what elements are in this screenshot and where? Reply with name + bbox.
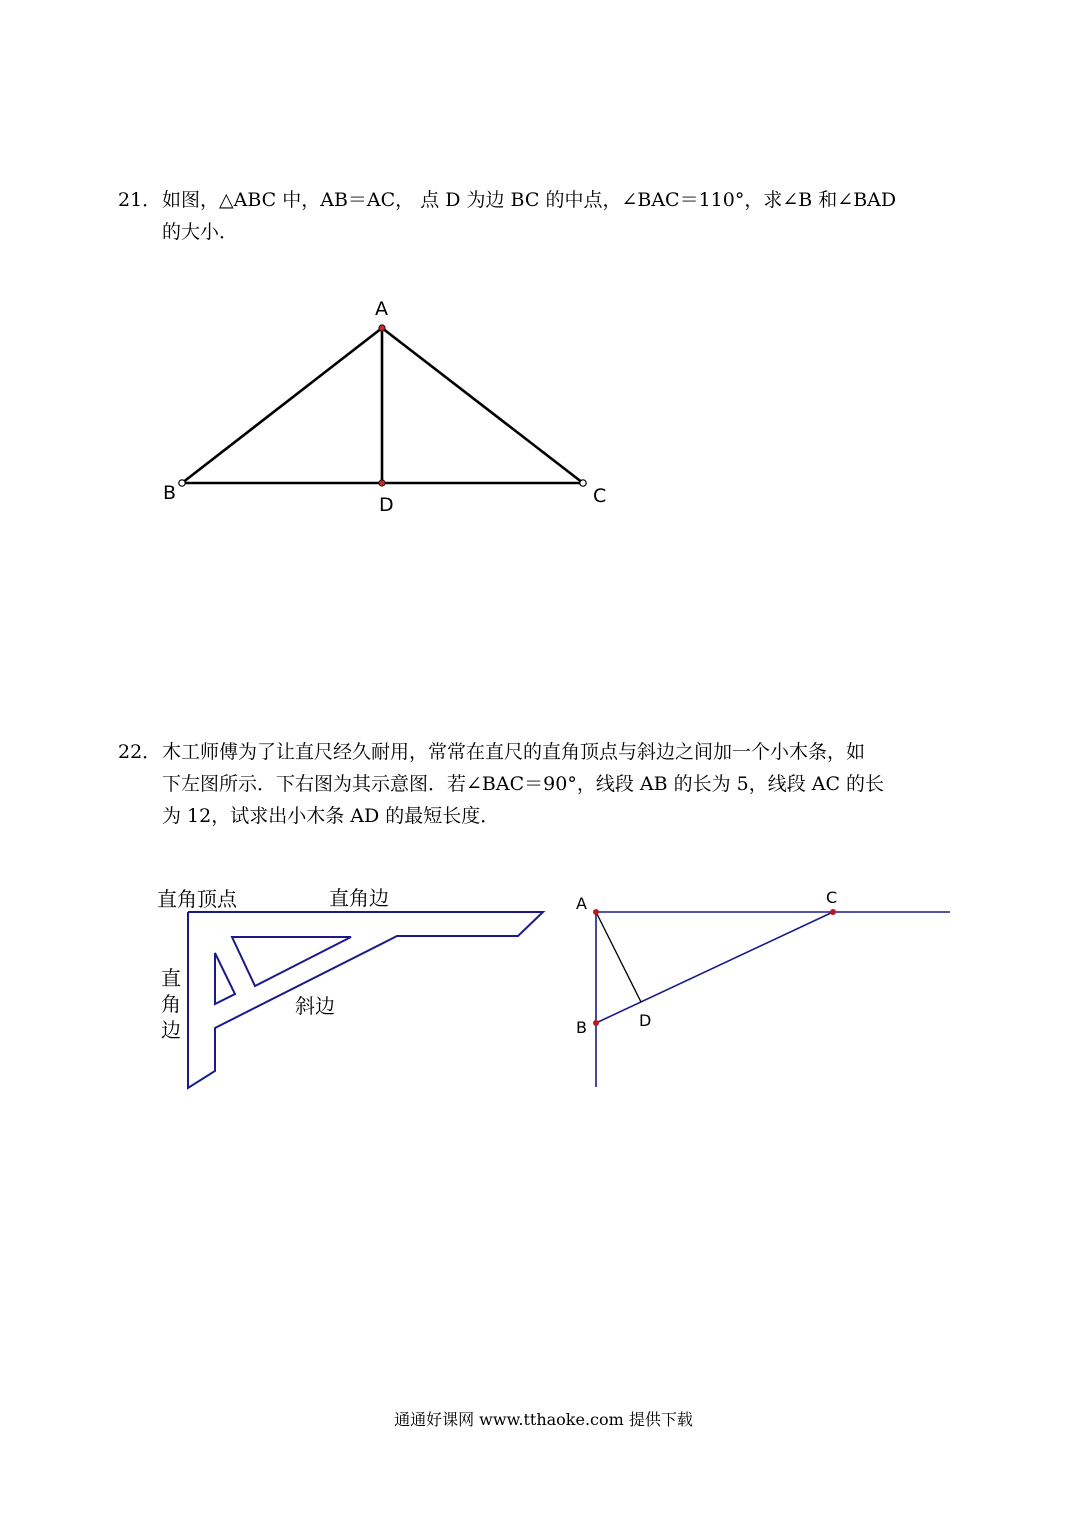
page-footer: 通通好课网 www.tthaoke.com 提供下载 [394,1410,693,1429]
leg-side-char-1: 直 [161,966,181,990]
question-text-line-1: 木工师傅为了让直尺经久耐用，常常在直尺的直角顶点与斜边之间加一个小木条，如 [162,741,866,763]
point-b [179,480,185,486]
brace-lower-triangle [215,953,235,1004]
brace-upper-triangle [232,937,351,986]
point-a [379,325,385,331]
segment-ac [382,328,583,483]
label-b: B [163,482,177,504]
carpenter-square-figure [150,878,550,1093]
leg-side-char-2: 角 [161,992,181,1016]
point-d [379,480,385,486]
question-text-line-1: 如图，△ABC 中，AB＝AC， 点 D 为边 BC 的中点，∠BAC＝110°，求∠B 和∠BAD [162,189,897,211]
label-d: D [639,1011,652,1030]
square-outline [188,912,543,1088]
schematic-figure [565,880,965,1092]
point-a [593,909,599,915]
question-21 [118,184,988,248]
question-text-line-2: 的大小． [162,221,239,243]
triangle-abc-figure [150,290,630,530]
label-c: C [593,485,607,507]
segment-bc [596,912,833,1023]
leg-side-char-3: 边 [161,1018,181,1042]
point-b [593,1020,599,1026]
question-number: 22． [118,741,162,763]
label-a: A [576,894,587,913]
segment-ab [182,328,382,483]
label-right-angle-leg-top: 直角边 [329,886,389,910]
label-c: C [826,888,838,907]
label-right-angle-leg-side [161,966,187,1042]
question-22 [118,736,988,832]
question-text-line-3: 为 12，试求出小木条 AD 的最短长度． [162,805,500,827]
point-c [580,480,586,486]
label-a: A [375,298,388,320]
segment-ad [596,912,641,1002]
label-d: D [379,494,394,516]
question-text-line-2: 下左图所示．下右图为其示意图．若∠BAC＝90°，线段 AB 的长为 5，线段 AC 的长 [162,773,885,795]
point-c [830,909,836,915]
label-b: B [576,1018,587,1037]
question-number: 21． [118,189,162,211]
label-hypotenuse: 斜边 [295,994,335,1018]
label-right-angle-vertex: 直角顶点 [157,887,237,911]
